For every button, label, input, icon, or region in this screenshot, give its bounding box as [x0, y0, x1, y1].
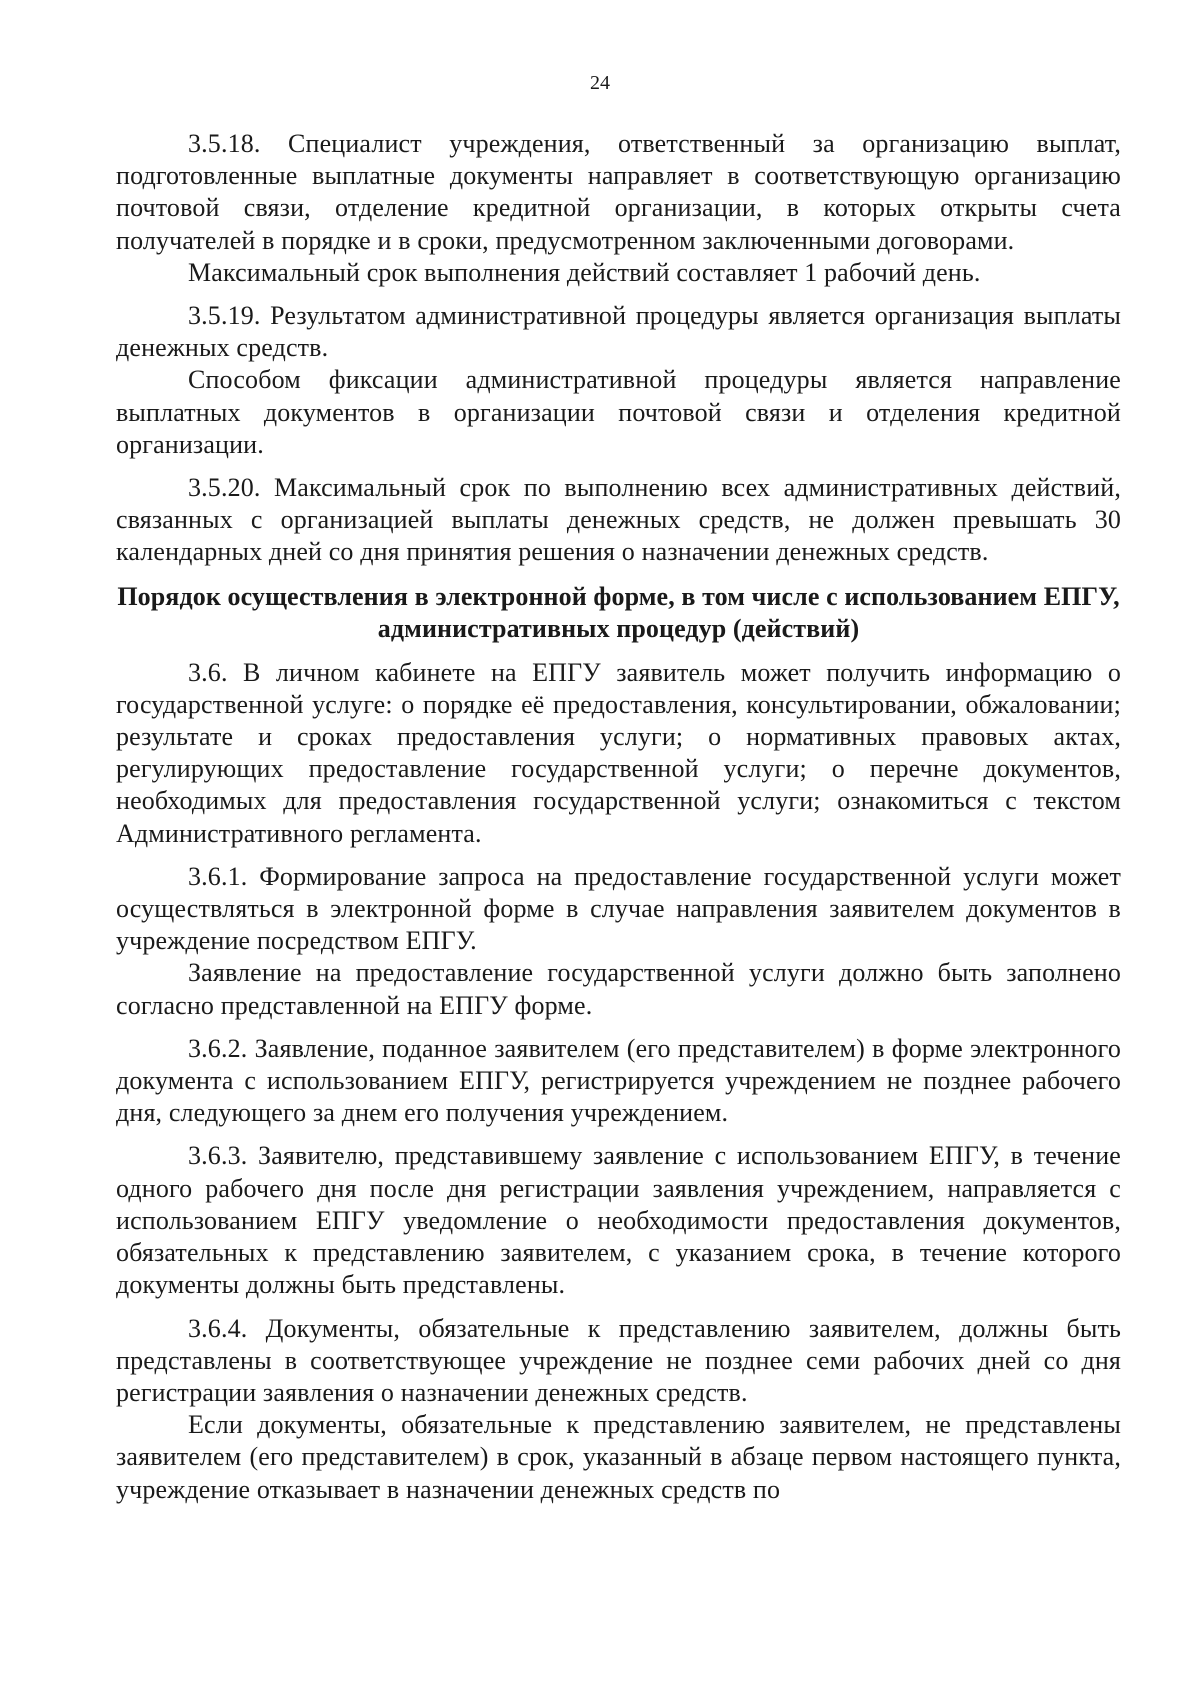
paragraph-3-6-3: 3.6.3. Заявителю, представившему заявление с использованием ЕПГУ, в течение одного рабочего дня после дня регистрации заявления учреждением, направляется с использованием ЕПГУ уведомление о необходимости предоставления документов, обязательных к представлению заявителем, с указанием срока, в течение которого документы должны быть представлены.	[116, 1141, 1121, 1300]
paragraph-3-5-20: 3.5.20. Максимальный срок по выполнению всех административных действий, связанных с организацией выплаты денежных средств, не должен превышать 30 календарных дней со дня принятия решения о назначении денежных средств.	[116, 473, 1121, 567]
paragraph-3-6: 3.6. В личном кабинете на ЕПГУ заявитель может получить информацию о государственной услуге: о порядке её предоставления, консультировании, обжаловании; результате и сроках предоставления услуги; о нормативных правовых актах, регулирующих предоставление государственной услуги; о перечне документов, необходимых для предоставления государственной услуги; ознакомиться с текстом Административного регламента.	[116, 657, 1121, 848]
section-heading: Порядок осуществления в электронной форме, в том числе с использованием ЕПГУ, административных процедур (действий)	[117, 581, 1120, 644]
paragraph-refusal: Если документы, обязательные к представлению заявителем, не представлены заявителем (его представителем) в срок, указанный в абзаце первом настоящего пункта, учреждение отказывает в назначении денежных средств по	[116, 1410, 1121, 1504]
document-body	[116, 128, 1121, 1506]
paragraph-3-6-1: 3.6.1. Формирование запроса на предоставление государственной услуги может осуществляться в электронной форме в случае направления заявителем документов в учреждение посредством ЕПГУ.	[116, 861, 1121, 956]
paragraph-3-6-4: 3.6.4. Документы, обязательные к представлению заявителем, должны быть представлены в соответствующее учреждение не позднее семи рабочих дней со дня регистрации заявления о назначении денежных средств.	[116, 1313, 1121, 1407]
paragraph-3-6-2: 3.6.2. Заявление, поданное заявителем (его представителем) в форме электронного документа с использованием ЕПГУ, регистрируется учреждением не позднее рабочего дня, следующего за днем его получения учреждением.	[116, 1033, 1121, 1128]
paragraph-max-term: Максимальный срок выполнения действий составляет 1 рабочий день.	[188, 257, 981, 287]
page-number: 24	[590, 72, 610, 94]
paragraph-3-5-18: 3.5.18. Специалист учреждения, ответственный за организацию выплат, подготовленные выплатные документы направляет в соответствующую организацию почтовой связи, отделение кредитной организации, в которых открыты счета получателей в порядке и в сроки, предусмотренном заключенными договорами.	[116, 129, 1121, 255]
paragraph-3-5-19: 3.5.19. Результатом административной процедуры является организация выплаты денежных средств.	[116, 301, 1121, 363]
paragraph-application-form: Заявление на предоставление государственной услуги должно быть заполнено согласно представленной на ЕПГУ форме.	[116, 958, 1121, 1020]
paragraph-fixation-method: Способом фиксации административной процедуры является направление выплатных документов в организации почтовой связи и отделения кредитной организации.	[116, 365, 1121, 459]
